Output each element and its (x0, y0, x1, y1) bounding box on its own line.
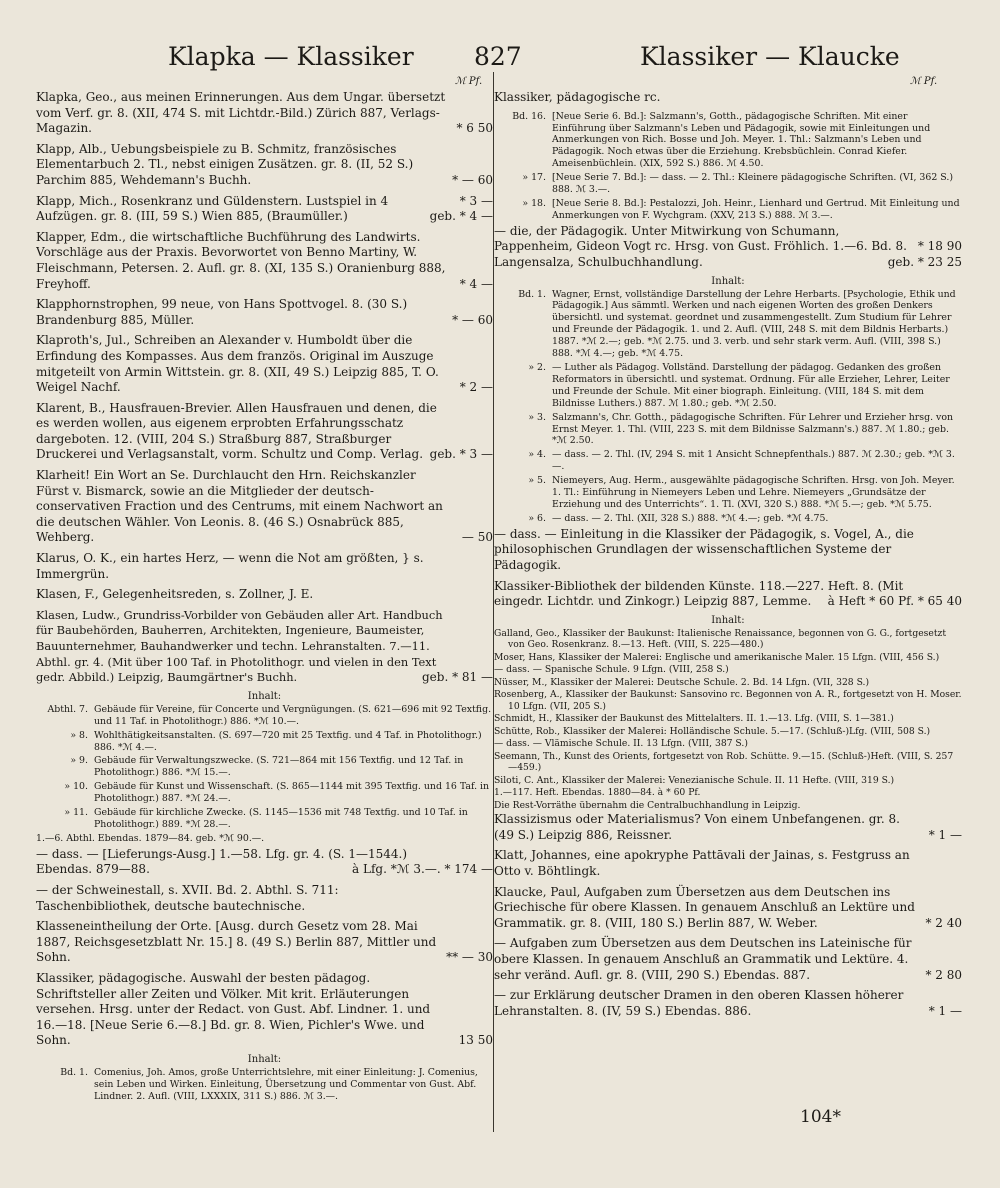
content-item: » 3. Salzmann's, Chr. Gotth., pädagogische Schriften. Für Lehrer und Erzieher hrsg. von Ernst Meyer. 1. Thl. (VIII, 223 S. mit dem Bildnisse Salzmann's.) 887. ℳ 1.80.; geb. *ℳ 2.50. (528, 411, 954, 447)
entry: Klasen, F., Gelegenheitsreden, s. Zollner, J. E. (36, 587, 314, 602)
content-item: » 2. — Luther als Pädagog. Vollständ. Darstellung der pädagog. Gedanken des großen Reformators in übersichtl. und systemat. Ordnung. Für alle Erzieher, Lehrer, Leiter und Freunde der Schule. Mit einer biograph. Einleitung. (VIII, 184 S. mit dem Bildnisse Luthers.) 887. ℳ 1.80.; geb. *ℳ 2.50. (528, 361, 950, 409)
content-item: — dass. — Spanische Schule. 9 Lfgn. (VIII, 258 S.) (494, 664, 729, 676)
entry: Klapphornstrophen, 99 neue, von Hans Spottvogel. 8. (30 S.) Brandenburg 885, Müller. * — 60 (36, 297, 493, 327)
entry: Klatt, Johannes, eine apokryphe Pattāvali der Jainas, s. Festgruss an Otto v. Böhtlingk. (494, 848, 910, 878)
currency-label-left: ℳ Pf. (455, 76, 483, 87)
currency-label-right: ℳ Pf. (910, 76, 938, 87)
content-item: Rosenberg, A., Klassiker der Baukunst: Sansovino rc. Begonnen von A. R., fortgesetzt von H. Moser. 10 Lfgn. (VII, 205 S.) (494, 689, 962, 712)
content-item: Abthl. 7. Gebäude für Vereine, für Concerte und Vergnügungen. (S. 621—696 mit 92 Textfig. und 11 Taf. in Photolithogr.) 886. *ℳ 10.—. (47, 703, 492, 727)
inhalt-label: Inhalt: (711, 275, 745, 287)
content-item: » 4. — dass. — 2. Thl. (IV, 294 S. mit 1 Ansicht Schnepfenthals.) 887. ℳ 2.30.; geb. *ℳ 3.—. (528, 449, 955, 473)
content-item: Bd. 1. Comenius, Joh. Amos, große Unterrichtslehre, mit einer Einleitung: J. Comenius, sein Leben und Wirken. Einleitung, Übersetzung und Commentar von Gust. Abf. Lindner. 2. Aufl. (VIII, LXXXIX, 311 S.) 886. ℳ 3.—. (60, 1066, 478, 1102)
content-item: » 5. Niemeyers, Aug. Herm., ausgewählte pädagogische Schriften. Hrsg. von Joh. Meyer. 1. Tl.: Einführung in Niemeyers Leben und Lehre. Niemeyers „Grundsätze der Erziehung und des Unterrichts“. 1. Tl. (XVI, 320 S.) 888. *ℳ 5.—; geb. *ℳ 5.75. (528, 475, 955, 510)
page-number: 827 (474, 42, 522, 71)
content-item: » 17. [Neue Serie 7. Bd.]: — dass. — 2. Thl.: Kleinere pädagogische Schriften. (VI, 362 S.) 888. ℳ 3.—. (522, 172, 954, 196)
entry: Klassiker, pädagogische. Auswahl der besten pädagog. Schriftsteller aller Zeiten und Völker. Mit krit. Erläuterungen versehen. Hrsg. unter der Redact. von Gust. Abf. Lindner. 1. und 16.—18. [Neue Serie 6.—8.] Bd. gr. 8. Wien, Pichler's Wwe. und Sohn. 13 50 (36, 970, 493, 1048)
entry: — Aufgaben zum Übersetzen aus dem Deutschen ins Lateinische für obere Klassen. In genauem Anschluß an Grammatik und Lektüre. 4. sehr veränd. Aufl. gr. 8. (VIII, 290 S.) Ebendas. 887. * 2 80 (494, 936, 962, 982)
inhalt-label: Inhalt: (247, 690, 282, 702)
content-item: Moser, Hans, Klassiker der Malerei: Englische und amerikanische Maler. 15 Lfgn. (VIII, 456 S.) (494, 651, 940, 663)
content-item: » 11. Gebäude für kirchliche Zwecke. (S. 1145—1536 mit 748 Textfig. und 10 Taf. in Photolithogr.) 889. *ℳ 28.—. (64, 807, 468, 830)
entry: Klapp, Alb., Uebungsbeispiele zu B. Schmitz, französisches Elementarbuch 2. Tl., nebst einigen Zusätzen. gr. 8. (II, 52 S.) Parchim 885, Wehdemann's Buchh. * — 60 (36, 141, 493, 187)
entry: — zur Erklärung deutscher Dramen in den oberen Klassen höherer Lehranstalten. 8. (IV, 59 S.) Ebendas. 886. * 1 — (494, 988, 962, 1018)
content-item: Nüsser, M., Klassiker der Malerei: Deutsche Schule. 2. Bd. 14 Lfgn. (VII, 328 S.) (494, 676, 870, 688)
content-item: Galland, Geo., Klassiker der Baukunst: Italienische Renaissance, begonnen von G. G., fortgesetzt von Geo. Rosenkranz. 8.—13. Heft. (VIII, S. 225—480.) (494, 627, 947, 651)
content-item: » 9. Gebäude für Verwaltungszwecke. (S. 721—864 mit 156 Textfig. und 12 Taf. in Photolithogr.) 886. *ℳ 15.—. (70, 755, 464, 779)
content-item: » 8. Wohlthätigkeitsanstalten. (S. 697—720 mit 25 Textfig. und 4 Taf. in Photolithogr.) 886. *ℳ 4.—. (70, 729, 482, 753)
running-head-right: Klassiker — Klaucke (640, 42, 900, 71)
content-item: Bd. 16. [Neue Serie 6. Bd.]: Salzmann's, Gotth., pädagogische Schriften. Mit einer Einführung über Salzmann's Leben und Pädagogik, sowie mit Einleitungen und Anmerkungen von Rich. Bosse und Joh. Meyer. 1. Thl.: Salzmann's Leben und Pädagogik. Noch etwas über die Erziehung. Krebsbüchlein. Conrad Kiefer. Ameisenbüchlein. (XIX, 592 S.) 886. ℳ 4.50. (512, 110, 931, 170)
entry: Klapp, Mich., Rosenkranz und Güldenstern. Lustspiel in 4 Aufzügen. gr. 8. (III, 59 S.) Wien 885, (Braumüller.) * 3 — geb. * 4 — (36, 193, 493, 224)
content-item: Die Rest-Vorräthe übernahm die Centralbuchhandlung in Leipzig. (494, 799, 801, 811)
content-item: Schmidt, H., Klassiker der Baukunst des Mittelalters. II. 1.—13. Lfg. (VIII, S. 1—381.) (494, 713, 894, 725)
entry: — der Schweinestall, s. XVII. Bd. 2. Abthl. S. 711: Taschenbibliothek, deutsche bautechnische. (36, 882, 339, 913)
entry: Klassiker-Bibliothek der bildenden Künste. 118.—227. Heft. 8. (Mit eingedr. Lichtdr. und Zinkogr.) Leipzig 887, Lemme. à Heft * 60 Pf. * 65 40 (494, 578, 962, 609)
left-column (36, 90, 493, 1150)
entry: Klapper, Edm., die wirtschaftliche Buchführung des Landwirts. Vorschläge aus der Praxis. Bevorwortet von Benno Martiny, W. Fleischmann, Petersen. 2. Aufl. gr. 8. (XI, 135 S.) Oranienburg 888, Freyhoff. * 4 — (36, 229, 493, 291)
entry: Klassizismus oder Materialismus? Von einem Unbefangenen. gr. 8. (49 S.) Leipzig 886, Reissner. * 1 — (494, 812, 962, 842)
content-item: » 6. — dass. — 2. Thl. (XII, 328 S.) 888. *ℳ 4.—; geb. *ℳ 4.75. (528, 512, 829, 524)
entry: — dass. — Einleitung in die Klassiker der Pädagogik, s. Vogel, A., die philosophischen Grundlagen der wissenschaftlichen Systeme der Pädagogik. (494, 526, 914, 572)
content-item: Bd. 1. Wagner, Ernst, vollständige Darstellung der Lehre Herbarts. [Psychologie, Ethik und Pädagogik.] Aus sämmtl. Werken und nach eigenen Worten des großen Denkers übersichtl. und systemat. geordnet und zusammengestellt. Zum Studium für Lehrer und Freunde der Pädagogik. 1. und 2. Aufl. (VIII, 248 S. mit dem Bildnis Herbarts.) 1887. *ℳ 2.—; geb. *ℳ 2.75. und 3. verb. und sehr stark verm. Aufl. (VIII, 398 S.) 888. *ℳ 4.—; geb. *ℳ 4.75. (518, 288, 956, 360)
content-item: » 10. Gebäude für Kunst und Wissenschaft. (S. 865—1144 mit 395 Textfig. und 16 Taf. in Photolithogr.) 887. *ℳ 24.—. (64, 781, 490, 805)
entry: Klassiker, pädagogische rc. (494, 90, 661, 104)
entry: Klasseneintheilung der Orte. [Ausg. durch Gesetz vom 28. Mai 1887, Reichsgesetzblatt Nr. 15.] 8. (49 S.) Berlin 887, Mittler und Sohn. ** — 30 (36, 919, 493, 965)
content-note: 1.—6. Abthl. Ebendas. 1879—84. geb. *ℳ 90.—. (36, 832, 265, 844)
content-item: — dass. — Vlämische Schule. II. 13 Lfgn. (VIII, 387 S.) (494, 738, 748, 750)
content-item: Schütte, Rob., Klassiker der Malerei: Holländische Schule. 5.—17. (Schluß-)Lfg. (VIII, 508 S.) (494, 725, 931, 737)
entry: Klaucke, Paul, Aufgaben zum Übersetzen aus dem Deutschen ins Griechische für obere Klassen. In genauem Anschluß an Lektüre und Grammatik. gr. 8. (VIII, 180 S.) Berlin 887, W. Weber. * 2 40 (494, 884, 962, 930)
entry: — die, der Pädagogik. Unter Mitwirkung von Schumann, Pappenheim, Gideon Vogt rc. Hrsg. von Gust. Fröhlich. 1.—6. Bd. 8. Langensalza, Schulbuchhandlung. * 18 90 geb. * 23 25 (494, 223, 962, 269)
entry: Klaproth's, Jul., Schreiben an Alexander v. Humboldt über die Erfindung des Kompasses. Aus dem französ. Original im Auszuge mitgeteilt von Armin Wittstein. gr. 8. (XII, 49 S.) Leipzig 885, T. O. Weigel Nachf. * 2 — (36, 333, 493, 395)
entry: Klapka, Geo., aus meinen Erinnerungen. Aus dem Ungar. übersetzt vom Verf. gr. 8. (XII, 474 S. mit Lichtdr.-Bild.) Zürich 887, Verlags-Magazin. * 6 50 (36, 90, 493, 136)
inhalt-label: Inhalt: (711, 614, 745, 626)
inhalt-label: Inhalt: (247, 1053, 282, 1065)
content-item: 1.—117. Heft. Ebendas. 1880—84. à * 60 Pf. (494, 787, 701, 799)
content-item: » 18. [Neue Serie 8. Bd.]: Pestalozzi, Joh. Heinr., Lienhard und Gertrud. Mit Einleitung und Anmerkungen von F. Wychgram. (XXV, 213 S.) 888. ℳ 3.—. (522, 197, 960, 221)
content-item: Siloti, C. Ant., Klassiker der Malerei: Venezianische Schule. II. 11 Hefte. (VIII, 319 S.) (494, 774, 895, 786)
content-item: Seemann, Th., Kunst des Orients, fortgesetzt von Rob. Schütte. 9.—15. (Schluß-)Heft. (VIII, S. 257—459.) (494, 750, 954, 774)
entry: Klasen, Ludw., Grundriss-Vorbilder von Gebäuden aller Art. Handbuch für Baubehörden, Bauherren, Architekten, Ingenieure, Baumeister, Bauunternehmer, Bauhandwerker und techn. Lehranstalten. 7.—11. Abthl. gr. 4. (Mit über 100 Taf. in Photolithogr. und vielen in den Text gedr. Abbild.) Leipzig, Baumgärtner's Buchh. geb. * 81 — (36, 607, 493, 685)
entry: Klarus, O. K., ein hartes Herz, — wenn die Not am größten, } s. Immergrün. (36, 551, 424, 581)
right-column (494, 90, 962, 1162)
entry: — dass. — [Lieferungs-Ausg.] 1.—58. Lfg. gr. 4. (S. 1—1544.) Ebendas. 879—88. à Lfg. *ℳ 3.—. * 174 — (36, 846, 493, 877)
entry: Klarheit! Ein Wort an Se. Durchlaucht den Hrn. Reichskanzler Fürst v. Bismarck, sowie an die Mitglieder der deutsch-conservativen Fraction und des Centrums, mit einem Nachwort an die deutschen Wähler. Von Leonis. 8. (46 S.) Osnabrück 885, Wehberg. — 50 (36, 468, 493, 545)
running-head-left: Klapka — Klassiker (168, 42, 414, 71)
signature-mark: 104* (800, 1107, 841, 1127)
entry: Klarent, B., Hausfrauen-Brevier. Allen Hausfrauen und denen, die es werden wollen, aus eigenem erprobten Erfahrungsschatz dargeboten. 12. (VIII, 204 S.) Straßburg 887, Straßburger Druckerei und Verlagsanstalt, vorm. Schultz und Comp. Verlag. geb. * 3 — (36, 400, 493, 462)
